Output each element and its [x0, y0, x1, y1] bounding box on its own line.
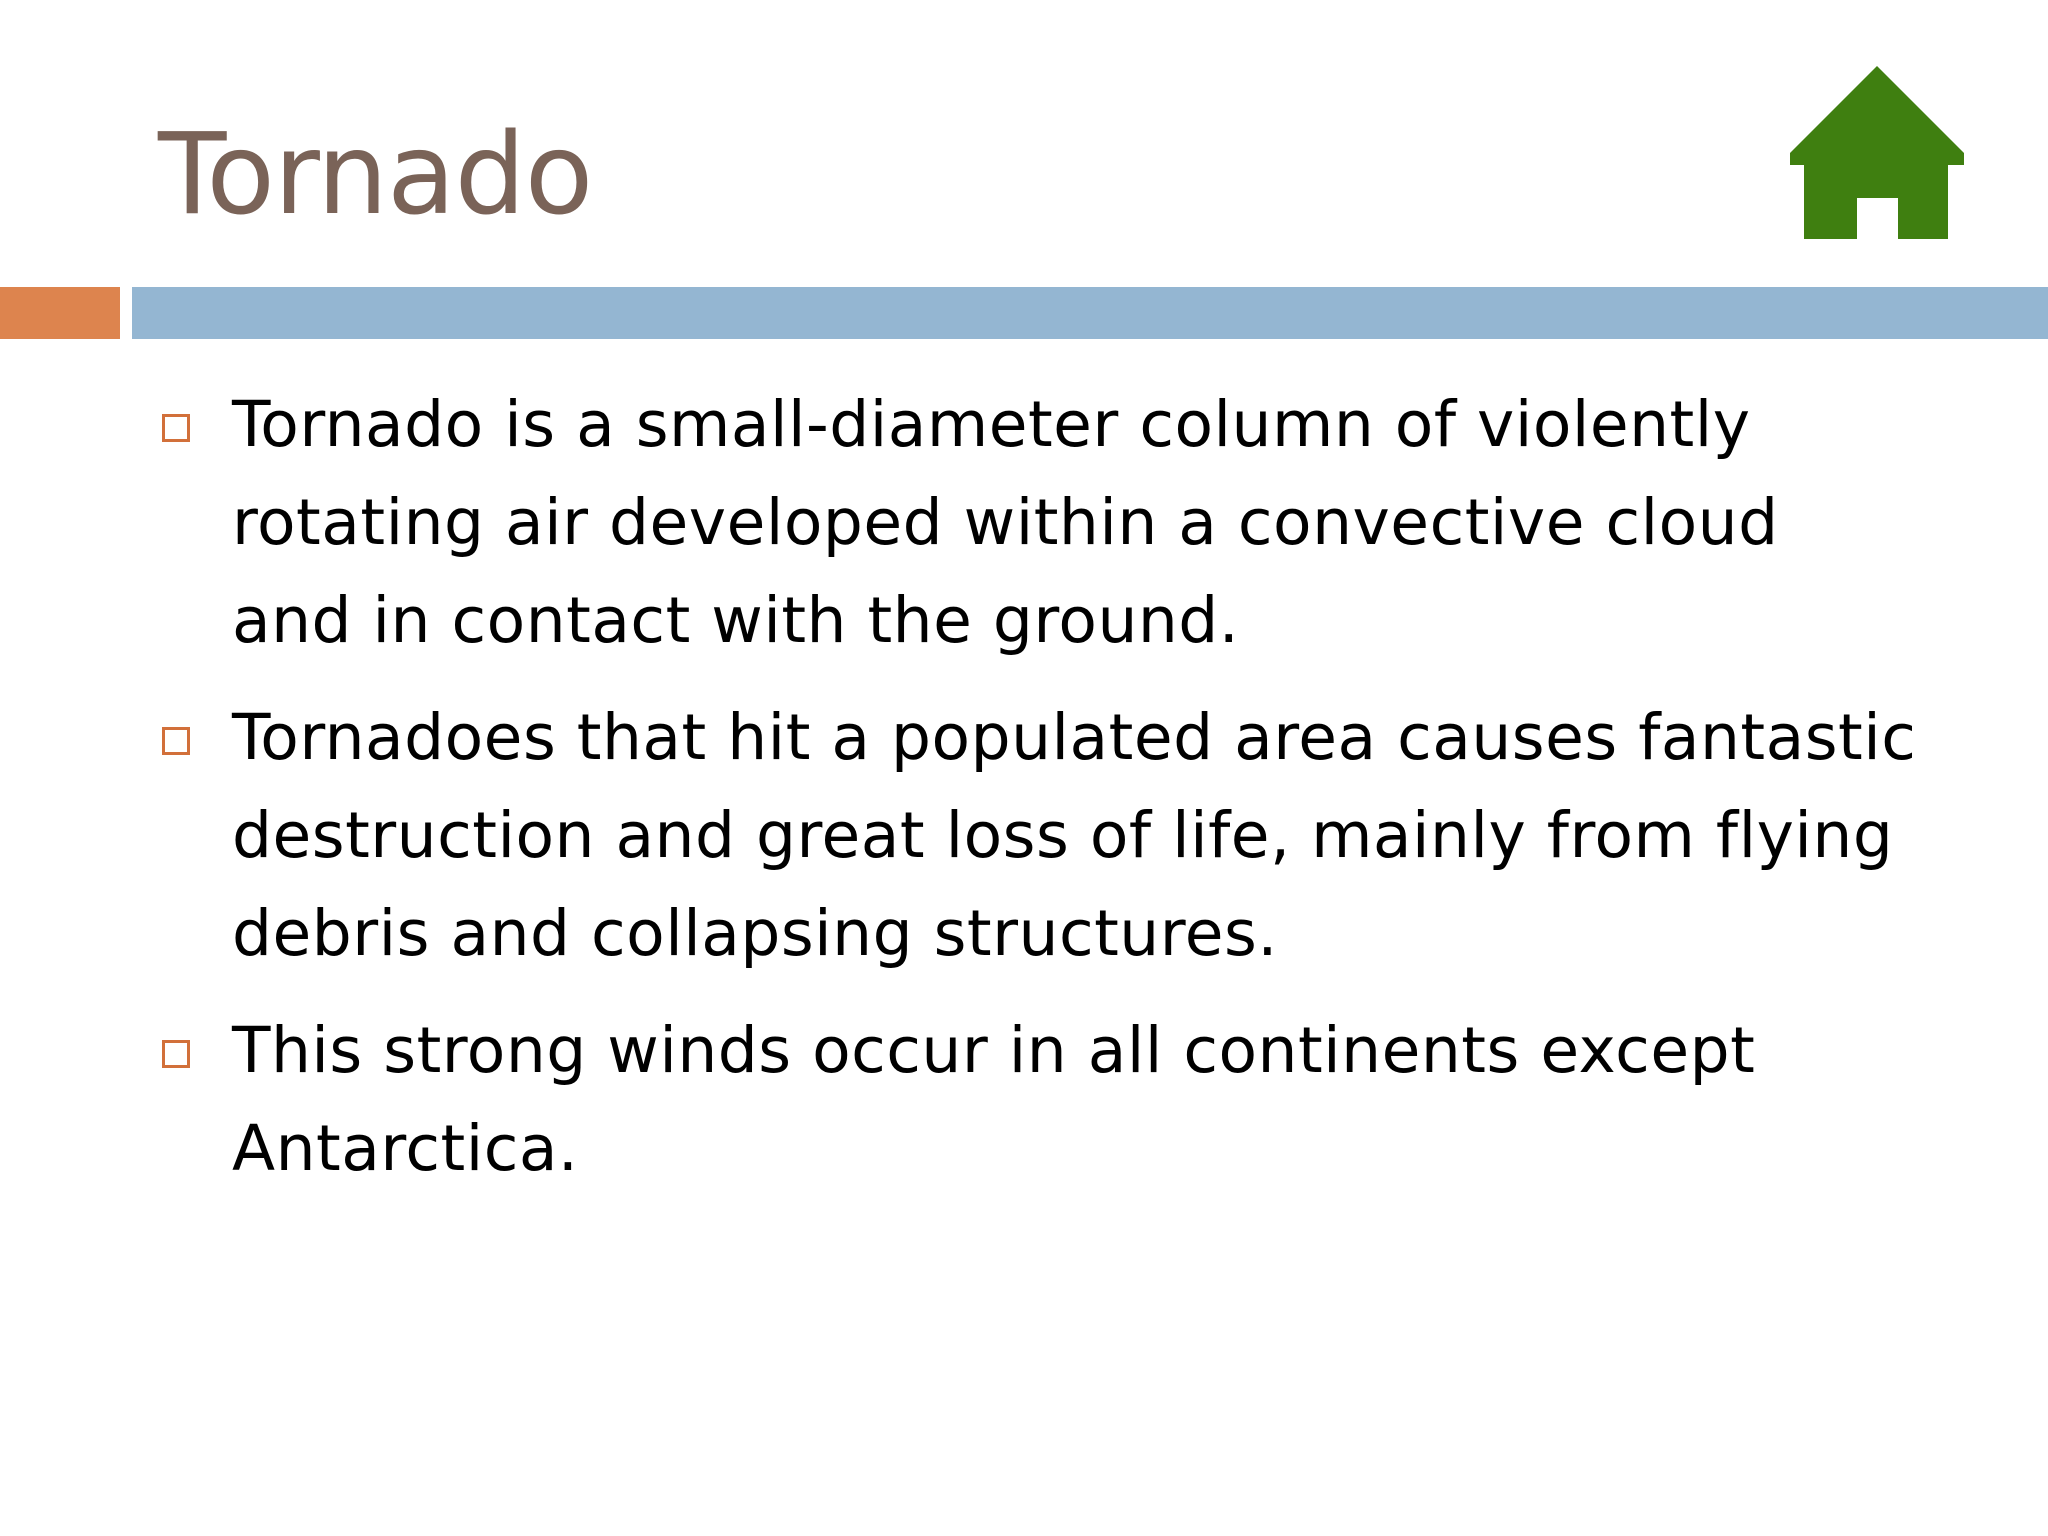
square-outline-bullet-icon [162, 414, 190, 442]
bullet-item [158, 1002, 1918, 1198]
square-outline-bullet-icon [162, 727, 190, 755]
square-outline-bullet-icon [162, 1040, 190, 1068]
title-divider-bar [132, 287, 2048, 339]
bullet-text: Tornadoes that hit a populated area causes fantastic destruction and great loss of life, mainly from flying debris and collapsing structures. [232, 701, 1917, 970]
bullet-item [158, 689, 1918, 983]
slide-title: Tornado [158, 110, 593, 240]
home-icon-body [1804, 165, 1948, 239]
bullet-item [158, 376, 1918, 670]
bullet-list [158, 376, 1918, 1217]
home-icon-roof [1790, 66, 1964, 165]
accent-bar [0, 287, 120, 339]
home-icon[interactable] [1790, 66, 1964, 240]
bullet-text: This strong winds occur in all continents except Antarctica. [232, 1014, 1756, 1185]
bullet-text: Tornado is a small-diameter column of violently rotating air developed within a convective cloud and in contact with the ground. [232, 388, 1779, 657]
